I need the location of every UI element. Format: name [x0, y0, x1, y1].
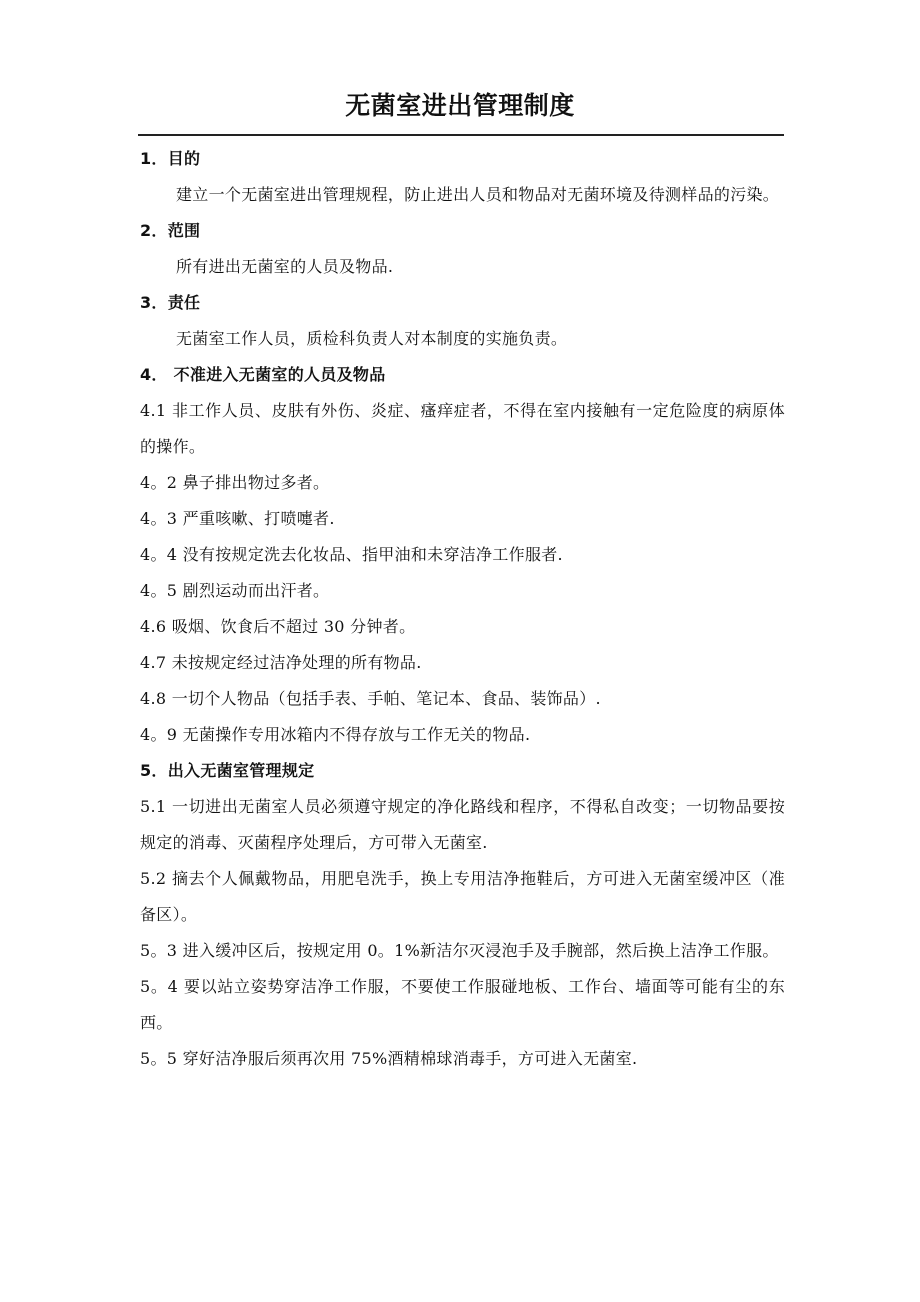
page-title: 无菌室进出管理制度 [345, 91, 575, 120]
list-item: 4。2 鼻子排出物过多者。 [140, 473, 330, 492]
list-item: 4。3 严重咳嗽、打喷嚏者. [140, 509, 335, 528]
list-item: 4。5 剧烈运动而出汗者。 [140, 581, 330, 600]
section-paragraph-purpose: 建立一个无菌室进出管理规程，防止进出人员和物品对无菌环境及待测样品的污染。 [176, 185, 780, 204]
list-item: 5.1 一切进出无菌室人员必须遵守规定的净化路线和程序，不得私自改变；一切物品要按规定的消毒、灭菌程序处理后，方可带入无菌室. [140, 797, 785, 852]
section-heading-purpose: 1．目的 [140, 149, 201, 168]
list-item: 5。3 进入缓冲区后，按规定用 0。1%新洁尔灭浸泡手及手腕部，然后换上洁净工作服。 [140, 941, 779, 960]
list-item: 4.1 非工作人员、皮肤有外伤、炎症、瘙痒症者，不得在室内接触有一定危险度的病原体的操作。 [140, 401, 785, 456]
list-item: 4.8 一切个人物品（包括手表、手帕、笔记本、食品、装饰品）. [140, 689, 601, 708]
list-item: 4.6 吸烟、饮食后不超过 30 分钟者。 [140, 617, 416, 636]
section-paragraph-scope: 所有进出无菌室的人员及物品. [176, 257, 394, 276]
list-item: 4.7 未按规定经过洁净处理的所有物品. [140, 653, 422, 672]
document-body [140, 141, 785, 1077]
list-item: 4。4 没有按规定洗去化妆品、指甲油和未穿洁净工作服者. [140, 545, 563, 564]
section-heading-responsibility: 3．责任 [140, 293, 201, 312]
list-item: 4。9 无菌操作专用冰箱内不得存放与工作无关的物品. [140, 725, 531, 744]
list-item: 5。5 穿好洁净服后须再次用 75%酒精棉球消毒手，方可进入无菌室. [140, 1049, 638, 1068]
list-item: 5。4 要以站立姿势穿洁净工作服，不要使工作服碰地板、工作台、墙面等可能有尘的东西。 [140, 977, 785, 1032]
section-heading-prohibited: 4． 不准进入无菌室的人员及物品 [140, 365, 386, 384]
list-item: 5.2 摘去个人佩戴物品，用肥皂洗手，换上专用洁净拖鞋后，方可进入无菌室缓冲区（准备区）。 [140, 869, 785, 924]
section-heading-entry-rules: 5．出入无菌室管理规定 [140, 761, 315, 780]
section-heading-scope: 2．范围 [140, 221, 201, 240]
section-paragraph-responsibility: 无菌室工作人员，质检科负责人对本制度的实施负责。 [176, 329, 568, 348]
title-divider [138, 134, 784, 136]
